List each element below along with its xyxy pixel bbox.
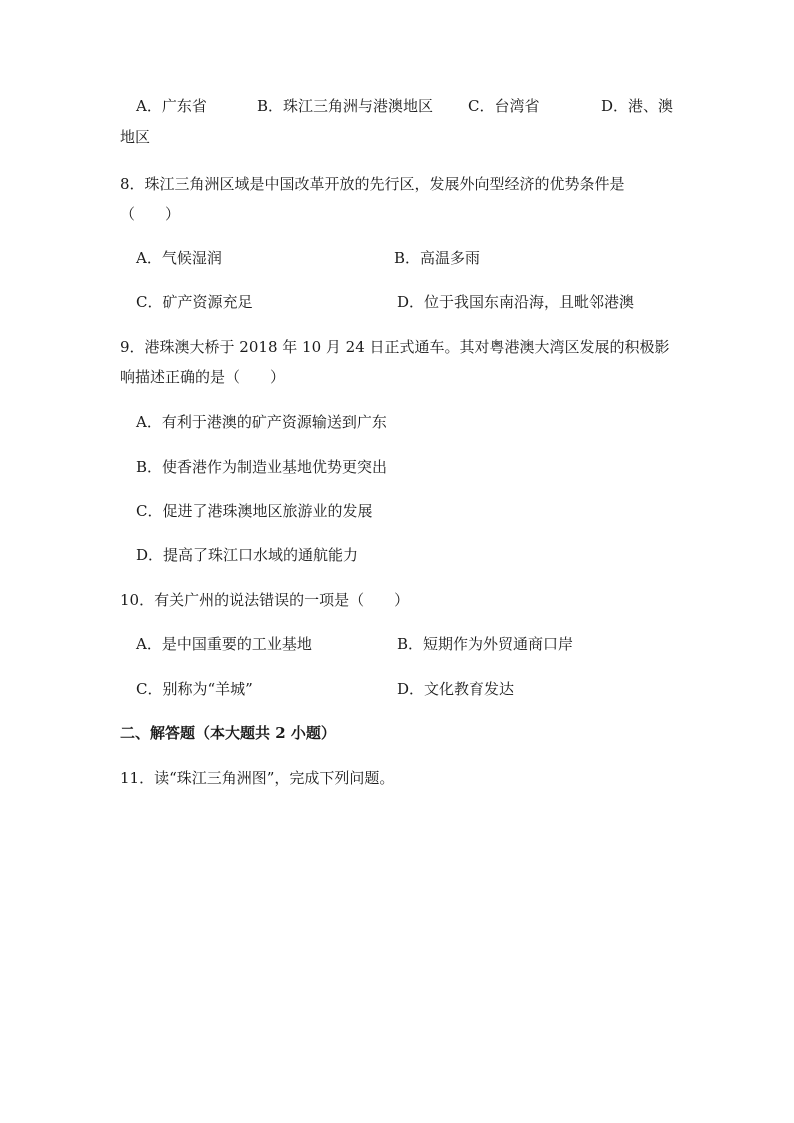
q7-option-d-continued: 地区 <box>120 128 151 146</box>
q8-option-d: D．位于我国东南沿海，且毗邻港澳 <box>397 293 635 311</box>
q8-option-b: B．高温多雨 <box>394 249 481 267</box>
q7-option-d: D．港、澳 <box>601 97 674 115</box>
q9-option-d: D．提高了珠江口水域的通航能力 <box>136 546 359 564</box>
q9-option-a: A．有利于港澳的矿产资源输送到广东 <box>136 413 387 431</box>
q9-stem-continued: 响描述正确的是（ ） <box>120 368 286 386</box>
q10-option-b: B．短期作为外贸通商口岸 <box>397 635 574 653</box>
q7-option-a: A．广东省 <box>136 97 207 115</box>
section-heading: 二、解答题（本大题共 2 小题） <box>120 724 336 742</box>
q11-stem: 11．读“珠江三角洲图”，完成下列问题。 <box>120 769 395 787</box>
q7-option-b: B．珠江三角洲与港澳地区 <box>257 97 434 115</box>
q10-option-c: C．别称为“羊城” <box>136 680 253 698</box>
q8-answer-parentheses: （ ） <box>120 205 181 223</box>
q10-stem: 10．有关广州的说法错误的一项是（ ） <box>120 591 410 609</box>
q10-option-a: A．是中国重要的工业基地 <box>136 635 312 653</box>
q7-option-c: C．台湾省 <box>468 97 540 115</box>
q9-option-c: C．促进了港珠澳地区旅游业的发展 <box>136 502 373 520</box>
q8-stem: 8．珠江三角洲区域是中国改革开放的先行区，发展外向型经济的优势条件是 <box>120 175 625 193</box>
q9-stem: 9．港珠澳大桥于 2018 年 10 月 24 日正式通车。其对粤港澳大湾区发展的积极影 <box>120 338 670 356</box>
q9-option-b: B．使香港作为制造业基地优势更突出 <box>136 458 388 476</box>
q10-option-d: D．文化教育发达 <box>397 680 515 698</box>
q8-option-a: A．气候湿润 <box>136 249 222 267</box>
q8-option-c: C．矿产资源充足 <box>136 293 253 311</box>
